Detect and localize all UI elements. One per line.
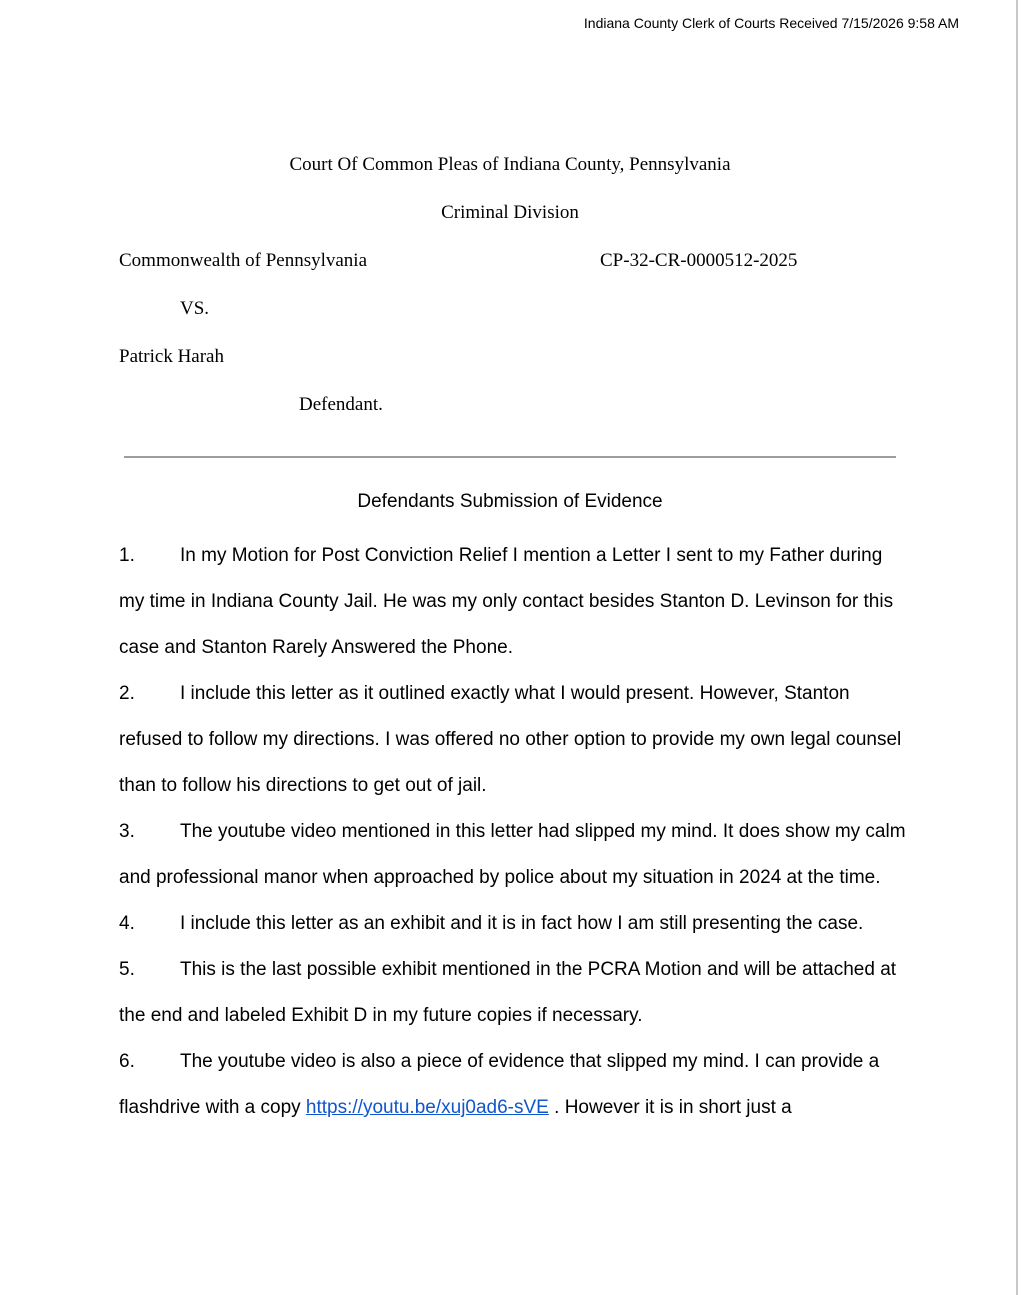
caption-divider [124,456,896,458]
paragraph-text-after-link: . However it is in short just a [548,1097,792,1118]
paragraph-text: The youtube video mentioned in this letter had slipped my mind. It does show my calm and professional manor when approached by police about my situation in 2024 at the time. [119,821,906,888]
paragraph-2 [119,671,909,809]
paragraph-number: 4. [119,913,135,934]
paragraph-5 [119,947,909,1039]
paragraph-number: 2. [119,683,135,704]
paragraph-4 [119,901,909,947]
document-body [119,533,909,1131]
paragraph-number: 3. [119,821,135,842]
case-number: CP-32-CR-0000512-2025 [600,250,798,271]
paragraph-text: I include this letter as it outlined exactly what I would present. However, Stanton refused to follow my directions. I was offered no other option to provide my own legal counsel than to follow his directions to get out of jail. [119,683,902,796]
paragraph-1 [119,533,909,671]
plaintiff-name: Commonwealth of Pennsylvania [119,250,368,271]
document-title: Defendants Submission of Evidence [357,491,663,512]
versus-label: VS. [180,298,210,319]
paragraph-number: 5. [119,959,135,980]
paragraph-text: This is the last possible exhibit mentioned in the PCRA Motion and will be attached at the end and labeled Exhibit D in my future copies if necessary. [119,959,897,1026]
paragraph-3 [119,809,909,901]
defendant-name: Patrick Harah [119,346,224,367]
defendant-label: Defendant. [299,394,383,415]
clerk-received-stamp: Indiana County Clerk of Courts Received 7/15/2026 9:58 AM [583,15,959,31]
youtube-video-link[interactable]: https://youtu.be/xuj0ad6-sVE [305,1097,549,1118]
paragraph-text: In my Motion for Post Conviction Relief I mention a Letter I sent to my Father during my time in Indiana County Jail. He was my only contact besides Stanton D. Levinson for this case and Stanton Rarely Answered the Phone. [119,545,894,658]
paragraph-number: 1. [119,545,135,566]
paragraph-6 [119,1039,909,1131]
paragraph-number: 6. [119,1051,135,1072]
paragraph-text: I include this letter as an exhibit and it is in fact how I am still presenting the case. [180,913,864,934]
paragraph-text-before-link: The youtube video is also a piece of evidence that slipped my mind. I can provide a flashdrive with a copy [119,1051,880,1118]
court-name: Court Of Common Pleas of Indiana County, Pennsylvania [289,154,731,175]
court-division: Criminal Division [441,202,579,223]
page-edge [1016,0,1018,1295]
